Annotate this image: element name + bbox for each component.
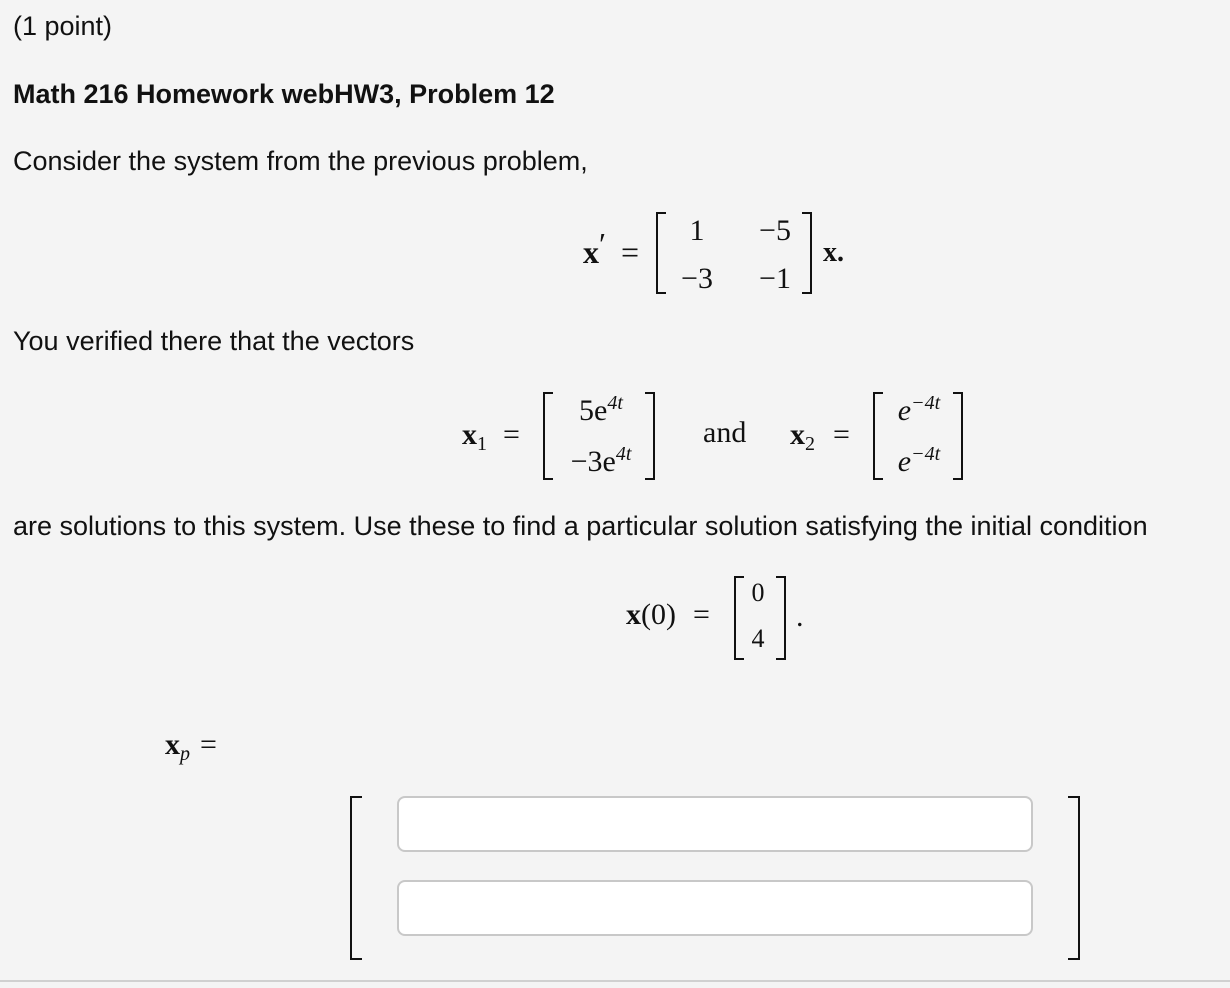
answer-right-bracket (1068, 796, 1080, 960)
system-matrix-cell: −5 (759, 214, 791, 247)
solutions-text: are solutions to this system. Use these to find a particular solution satisfying the initial condition (13, 511, 1148, 541)
system-matrix-cell: 1 (689, 214, 705, 247)
x1-bottom-coef: −3e (570, 445, 616, 478)
x2-bottom-exp: −4t (911, 443, 941, 465)
x1-top-exp: 4t (607, 392, 623, 414)
x1-label-x: x (462, 418, 477, 451)
system-rhs: x. (823, 237, 844, 268)
initial-period: . (796, 600, 804, 633)
answer-equals: = (200, 728, 217, 761)
points-label: (1 point) (13, 11, 113, 41)
x2-bottom-entry (884, 443, 954, 478)
x1-left-bracket (543, 392, 553, 480)
answer-label (165, 728, 217, 765)
verified-text: You verified there that the vectors (13, 326, 415, 356)
x1-equals: = (503, 418, 520, 451)
answer-left-bracket (350, 796, 362, 960)
system-equals: = (621, 234, 640, 270)
x2-top-entry (884, 392, 954, 427)
initial-top-value: 0 (751, 578, 765, 607)
initial-bottom-value: 4 (751, 624, 765, 653)
x1-top-entry (555, 392, 647, 427)
x1-label (462, 418, 487, 455)
x1-bottom-exp: 4t (615, 443, 632, 465)
and-word: and (703, 416, 747, 449)
x1-bottom-entry (555, 443, 647, 478)
x1-right-bracket (645, 392, 655, 480)
answer-label-sub: p (180, 743, 190, 765)
problem-title: Math 216 Homework webHW3, Problem 12 (13, 79, 555, 109)
system-lhs-x: x (583, 234, 599, 270)
initial-right-bracket (776, 576, 786, 660)
system-matrix-cell: −3 (681, 262, 713, 295)
answer-input-1[interactable] (397, 796, 1033, 852)
x2-top-coef: e (897, 394, 912, 427)
answer-input-2[interactable] (397, 880, 1033, 936)
x2-top-exp: −4t (911, 392, 941, 414)
x2-bottom-coef: e (897, 445, 912, 478)
x2-label (790, 418, 815, 455)
x2-equals: = (833, 418, 850, 451)
system-matrix-left-bracket (656, 212, 666, 294)
x2-left-bracket (873, 392, 883, 480)
x2-label-x: x (790, 418, 805, 451)
system-lhs-prime: ′ (599, 226, 606, 262)
bottom-divider (0, 980, 1230, 982)
x2-label-sub: 2 (805, 433, 815, 455)
x1-top-coef: 5e (579, 394, 608, 427)
system-matrix-right-bracket (802, 212, 812, 294)
initial-left-bracket (734, 576, 744, 660)
x1-label-sub: 1 (477, 433, 487, 455)
intro-text: Consider the system from the previous problem, (13, 146, 588, 176)
initial-lhs: x(0) (626, 598, 676, 631)
system-lhs (583, 226, 606, 270)
x2-right-bracket (953, 392, 963, 480)
system-matrix-cell: −1 (759, 262, 791, 295)
initial-equals: = (693, 598, 710, 631)
answer-label-x: x (165, 728, 180, 761)
